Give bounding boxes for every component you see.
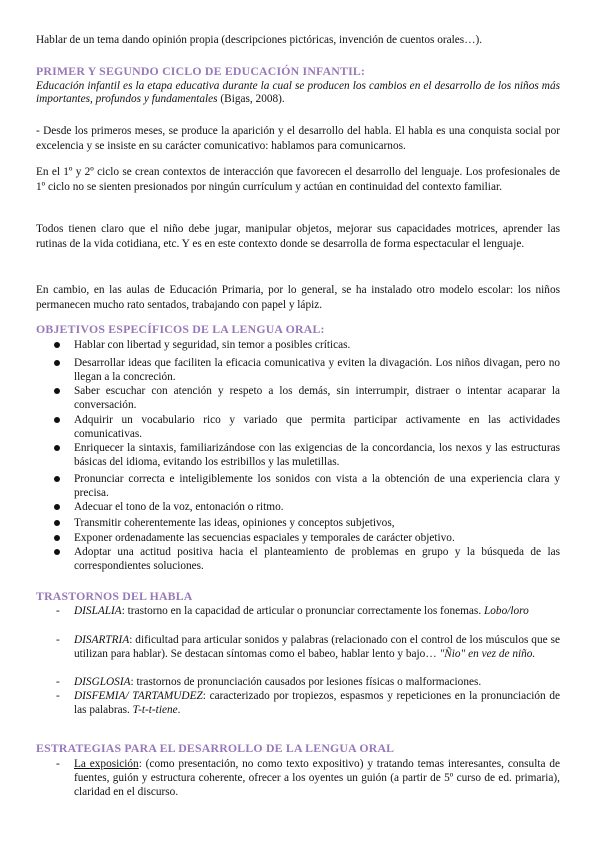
- paragraph-ciclos: En el 1º y 2º ciclo se crean contextos de interacción que favorecen el desarrollo del lenguaje. Los profesionales de 1º ciclo no se sienten presionados por ningún currículum y actúan en continuidad del contexto familiar.: [36, 166, 560, 193]
- list-item: - La exposición: (como presentación, no como texto expositivo) y tratando temas interesantes, consulta de fuentes, guión y estructura coherente, ofrecer a los oyentes un guión (a partir de 5º curso de ed. primaria), claridad en el discurso.: [56, 758, 560, 798]
- section-heading-estrategias: ESTRATEGIAS PARA EL DESARROLLO DE LA LENGUA ORAL: [36, 741, 395, 755]
- bullet-icon: [54, 445, 60, 451]
- dash-icon: -: [56, 758, 60, 770]
- bullet-icon: [54, 417, 60, 423]
- list-item: - DISLALIA: trastorno en la capacidad de articular o pronunciar correctamente los fonemas. Lobo/loro: [56, 605, 529, 617]
- list-item: Adecuar el tono de la voz, entonación o ritmo.: [74, 500, 560, 514]
- dash-icon: -: [56, 634, 60, 646]
- bullet-icon: [54, 549, 60, 555]
- quote-citation: (Bigas, 2008).: [217, 93, 285, 105]
- bullet-icon: [54, 388, 60, 394]
- quote-paragraph: [36, 80, 560, 106]
- list-item: Adquirir un vocabulario rico y variado que permita participar activamente en las actividades comunicativas.: [74, 413, 560, 441]
- bullet-icon: [54, 360, 60, 366]
- dash-icon: -: [56, 690, 60, 702]
- section-heading-infantil: PRIMER Y SEGUNDO CICLO DE EDUCACIÓN INFANTIL:: [36, 64, 366, 78]
- list-item: Adoptar una actitud positiva hacia el planteamiento de problemas en grupo y la búsqueda de las correspondientes soluciones.: [74, 545, 560, 573]
- list-item: Pronunciar correcta e inteligiblemente los sonidos con vista a la obtención de una experiencia clara y precisa.: [74, 472, 560, 500]
- paragraph-habla: - Desde los primeros meses, se produce la aparición y el desarrollo del habla. El habla es una conquista social por excelencia y se insiste en su carácter comunicativo: hablamos para comunicarnos.: [36, 125, 560, 152]
- bullet-icon: [54, 342, 60, 348]
- list-item: Desarrollar ideas que faciliten la eficacia comunicativa y eviten la divagación. Los niños divagan, pero no llegan a la concreción.: [74, 356, 560, 384]
- bullet-icon: [54, 520, 60, 526]
- list-item: Hablar con libertad y seguridad, sin temor a posibles críticas.: [74, 338, 560, 352]
- intro-line: Hablar de un tema dando opinión propia (descripciones pictóricas, invención de cuentos orales…).: [36, 34, 483, 46]
- list-item: Enriquecer la sintaxis, familiarizándose con las exigencias de la concordancia, los nexos y las estructuras básicas del idioma, evitando los estribillos y las muletillas.: [74, 441, 560, 469]
- section-heading-trastornos: TRASTORNOS DEL HABLA: [36, 589, 193, 603]
- quote-text: Educación infantil es la etapa educativa durante la cual se producen los cambios en el desarrollo de los niños más importantes, profundos y fundamentales: [36, 80, 560, 105]
- list-item: Saber escuchar con atención y respeto a los demás, sin interrumpir, distraer o intentar acaparar la conversación.: [74, 384, 560, 412]
- dash-icon: -: [56, 676, 60, 688]
- paragraph-primaria: En cambio, en las aulas de Educación Primaria, por lo general, se ha instalado otro modelo escolar: los niños permanecen mucho rato sentados, trabajando con papel y lápiz.: [36, 284, 560, 311]
- paragraph-juego: Todos tienen claro que el niño debe jugar, manipular objetos, mejorar sus capacidades motrices, aprender las rutinas de la vida cotidiana, etc. Y es en este contexto donde se desarrolla de forma espectacular el lenguaje.: [36, 223, 560, 250]
- section-heading-objetivos: OBJETIVOS ESPECÍFICOS DE LA LENGUA ORAL:: [36, 322, 325, 336]
- list-item: - DISFEMIA/ TARTAMUDEZ: caracterizado por tropiezos, espasmos y repeticiones en la pronunciación de las palabras. T-t-t-tiene.: [56, 690, 560, 716]
- list-item: - DISGLOSIA: trastornos de pronunciación causados por lesiones físicas o malformaciones.: [56, 676, 482, 688]
- bullet-icon: [54, 476, 60, 482]
- list-item: - DISARTRIA: dificultad para articular sonidos y palabras (relacionado con el control de los músculos que se utilizan para hablar). Se destacan síntomas como el babeo, hablar lento y bajo… "Ñio" en vez de niño.: [56, 634, 560, 660]
- list-item: Transmitir coherentemente las ideas, opiniones y conceptos subjetivos,: [74, 516, 560, 530]
- list-item: Exponer ordenadamente las secuencias espaciales y temporales de carácter objetivo.: [74, 531, 560, 545]
- bullet-icon: [54, 504, 60, 510]
- dash-icon: -: [56, 605, 60, 617]
- bullet-icon: [54, 535, 60, 541]
